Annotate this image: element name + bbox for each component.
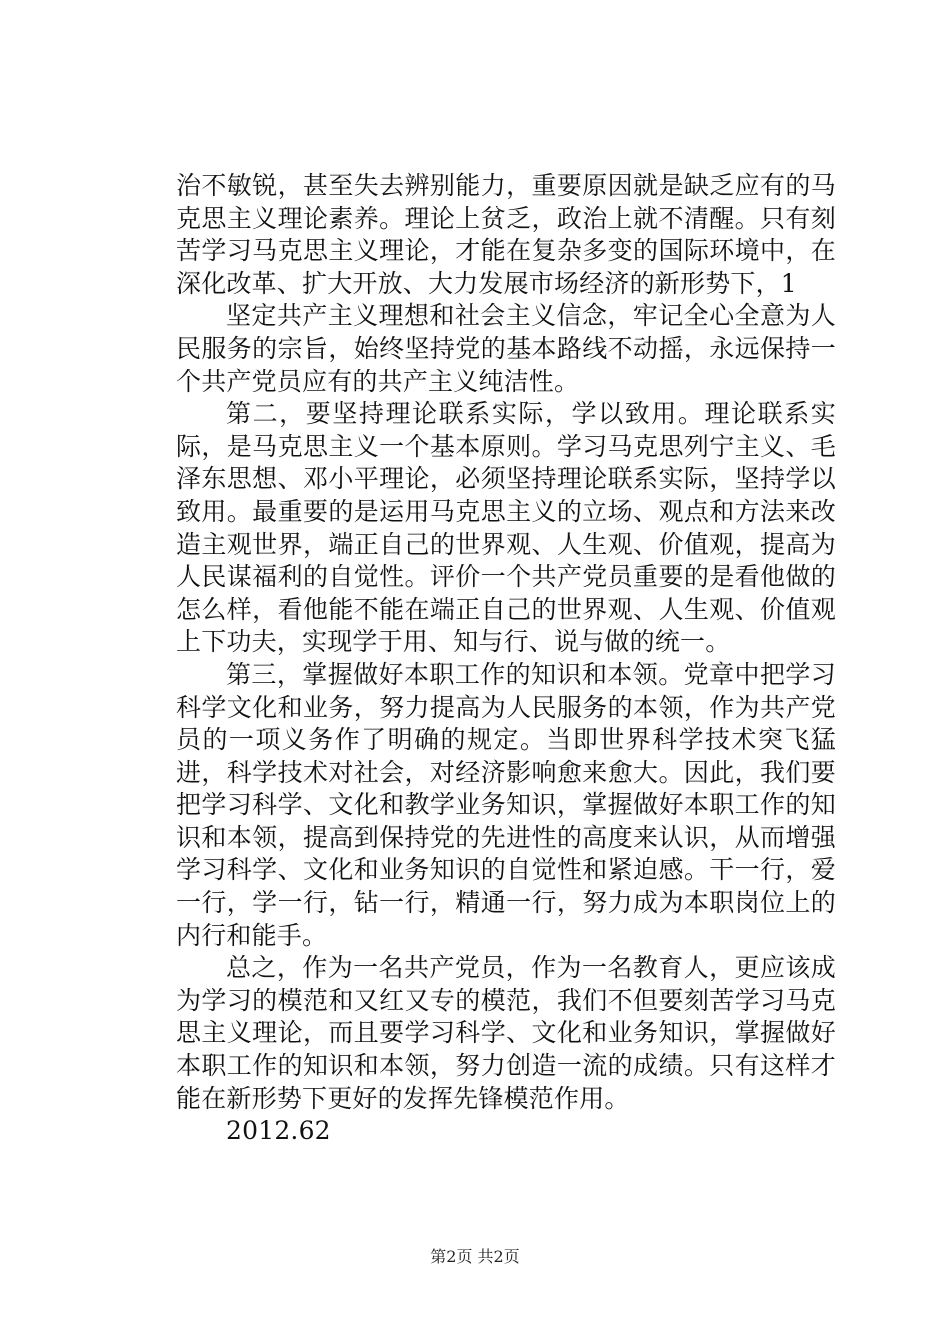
paragraph-5: 总之，作为一名共产党员，作为一名教育人，更应该成为学习的模范和又红又专的模范，我们不但要刻苦学习马克思主义理论，而且要学习科学、文化和业务知识，掌握做好本职工作的知识和本领，努力创造一流的成绩。只有这样才能在新形势下更好的发挥先锋模范作用。 [176, 953, 836, 1113]
paragraph-1: 治不敏锐，甚至失去辨别能力，重要原因就是缺乏应有的马克思主义理论素养。理论上贫乏，政治上就不清醒。只有刻苦学习马克思主义理论，才能在复杂多变的国际环境中，在深化改革、扩大开放、大力发展市场经济的新形势下，1 [176, 171, 836, 298]
document-date: 2012.62 [226, 1116, 331, 1146]
paragraph-4: 第三，掌握做好本职工作的知识和本领。党章中把学习科学文化和业务，努力提高为人民服务的本领，作为共产党员的一项义务作了明确的规定。当即世界科学技术突飞猛进，科学技术对社会，对经济影响愈来愈大。因此，我们要把学习科学、文化和教学业务知识，掌握做好本职工作的知识和本领，提高到保持党的先进性的高度来认识，从而增强学习科学、文化和业务知识的自觉性和紧迫感。干一行，爱一行，学一行，钻一行，精通一行，努力成为本职岗位上的内行和能手。 [176, 659, 836, 950]
paragraph-3: 第二，要坚持理论联系实际，学以致用。理论联系实际，是马克思主义一个基本原则。学习马克思列宁主义、毛泽东思想、邓小平理论，必须坚持理论联系实际，坚持学以致用。最重要的是运用马克思主义的立场、观点和方法来改造主观世界，端正自己的世界观、人生观、价值观，提高为人民谋福利的自觉性。评价一个共产党员重要的是看他做的怎么样，看他能不能在端正自己的世界观、人生观、价值观上下功夫，实现学于用、知与行、说与做的统一。 [176, 399, 836, 657]
paragraph-2: 坚定共产主义理想和社会主义信念，牢记全心全意为人民服务的宗旨，始终坚持党的基本路线不动摇，永远保持一个共产党员应有的共产主义纯洁性。 [176, 301, 836, 396]
document-body [176, 170, 836, 1148]
page-number-label: 第2页 共2页 [430, 1247, 520, 1266]
page-footer [0, 1244, 950, 1267]
